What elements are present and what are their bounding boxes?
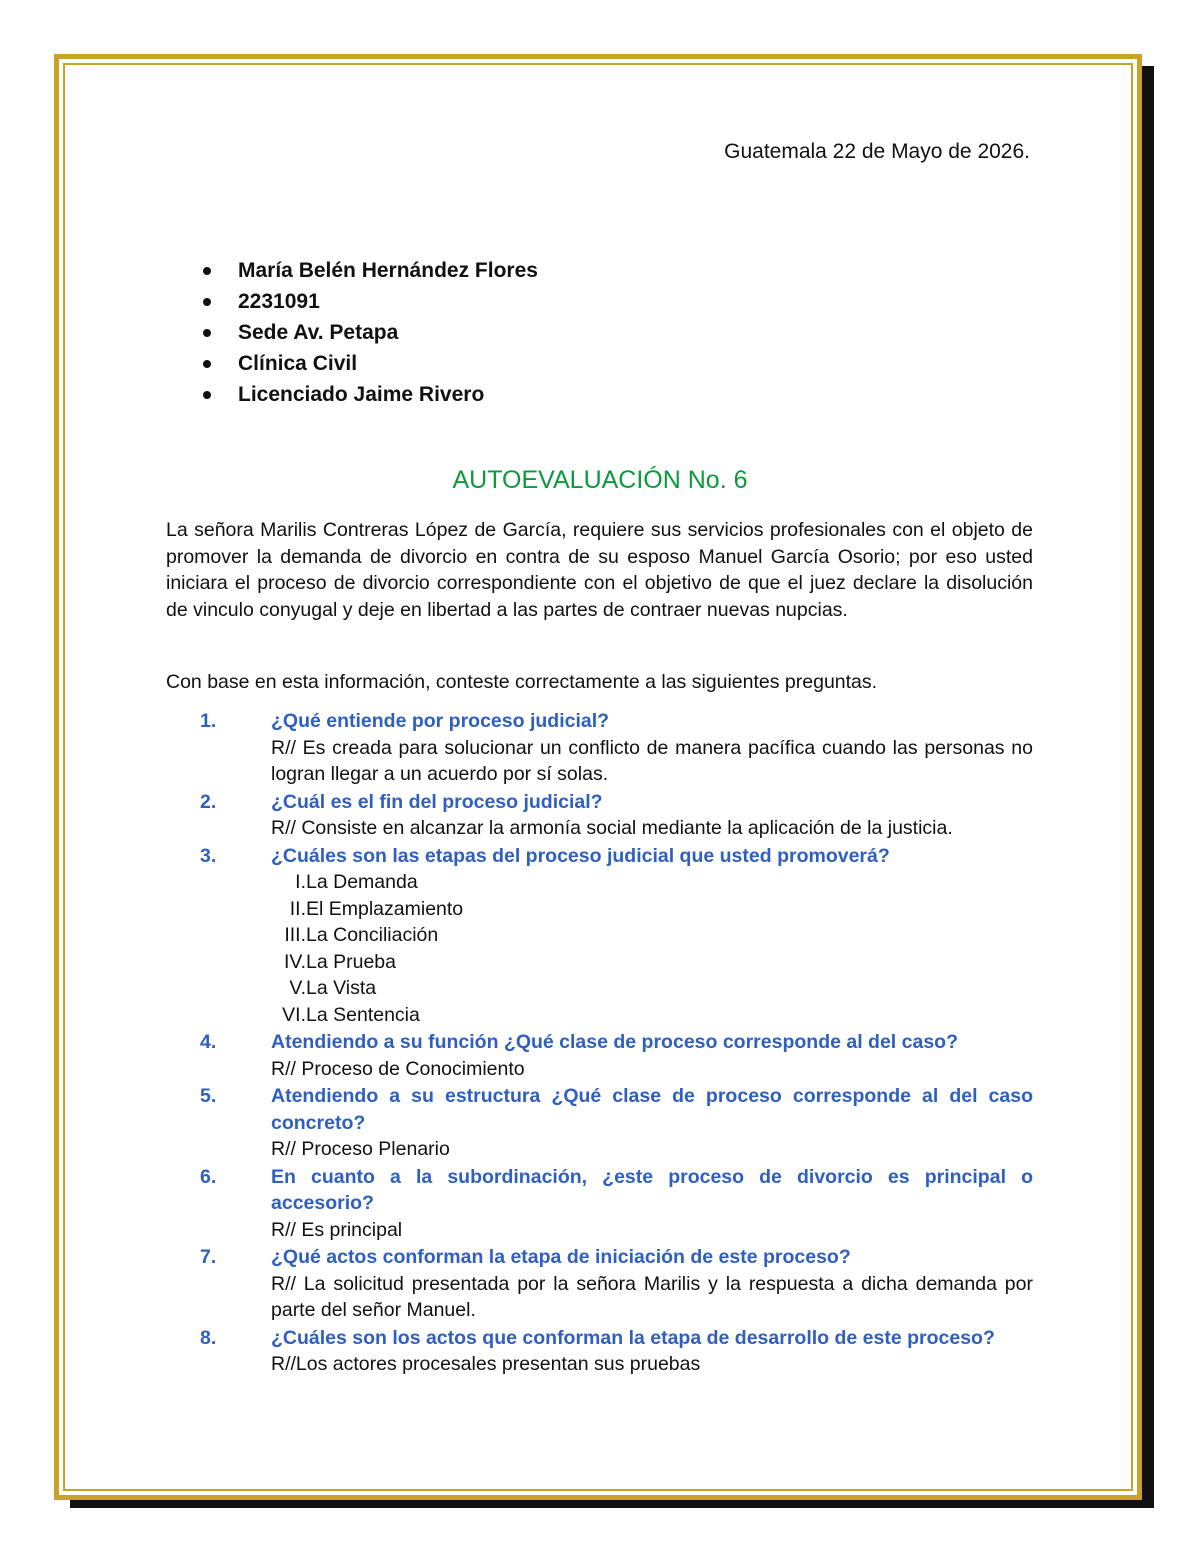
stage-item: [271, 949, 1033, 976]
answer-text: R// Proceso Plenario: [271, 1138, 450, 1160]
question-item: [166, 843, 1033, 1029]
document-title: AUTOEVALUACIÓN No. 6: [452, 466, 748, 494]
question-number: 7.: [200, 1246, 217, 1268]
question-text: Atendiendo a su estructura ¿Qué clase de proceso corresponde al del caso concreto?: [271, 1085, 1033, 1134]
stage-number: II.: [289, 897, 306, 920]
stage-text: La Prueba: [306, 950, 396, 973]
answer-text: R// La solicitud presentada por la señora Marilis y la respuesta a dicha demanda por parte del señor Manuel.: [271, 1272, 1033, 1321]
stage-text: El Emplazamiento: [306, 897, 464, 920]
answer-text: R// Proceso de Conocimiento: [271, 1057, 525, 1080]
question-number: 6.: [200, 1165, 217, 1188]
question-text: Atendiendo a su función ¿Qué clase de proceso corresponde al del caso?: [271, 1031, 958, 1053]
stage-item: [271, 869, 1033, 896]
stage-number: III.: [284, 924, 306, 946]
question-number: 2.: [200, 790, 217, 813]
stage-item: [271, 975, 1033, 1002]
instructions: Con base en esta información, conteste correctamente a las siguientes preguntas.: [166, 671, 878, 693]
question-item: [166, 1029, 1033, 1082]
question-list: [166, 708, 1033, 1379]
instructor: Licenciado Jaime Rivero: [200, 379, 538, 410]
question-item: [166, 1325, 1033, 1378]
answer-text: R// Es creada para solucionar un conflicto de manera pacífica cuando las personas no logran llegar a un acuerdo por sí solas.: [271, 736, 1033, 785]
student-name: María Belén Hernández Flores: [200, 255, 538, 286]
stage-number: VI.: [282, 1003, 306, 1026]
question-item: [166, 708, 1033, 788]
answer-text: R//Los actores procesales presentan sus pruebas: [271, 1353, 701, 1375]
document-date: Guatemala 22 de Mayo de 2026.: [724, 140, 1030, 163]
question-text: En cuanto a la subordinación, ¿este proceso de divorcio es principal o accesorio?: [271, 1165, 1033, 1214]
stage-number: IV.: [283, 950, 306, 973]
question-number: 5.: [200, 1085, 217, 1107]
stage-text: La Sentencia: [306, 1003, 420, 1026]
answer-text: R// Es principal: [271, 1218, 403, 1241]
stage-text: La Conciliación: [306, 924, 439, 946]
answer-text: R// Consiste en alcanzar la armonía social mediante la aplicación de la justicia.: [271, 817, 953, 839]
question-number: 1.: [200, 710, 217, 732]
student-info-list: [200, 255, 538, 410]
case-description: La señora Marilis Contreras López de García, requiere sus servicios profesionales con el objeto de promover la demanda de divorcio en contra de su esposo Manuel García Osorio; por eso usted iniciara el proceso de divorcio correspondiente con el objetivo de que el juez declare la disolución de vinculo conyugal y deje en libertad a las partes de contraer nuevas nupcias.: [166, 519, 1033, 621]
stage-item: [271, 922, 1033, 949]
course: Clínica Civil: [200, 348, 538, 379]
question-item: [166, 789, 1033, 842]
stage-text: La Vista: [306, 977, 377, 999]
question-item: [166, 1164, 1033, 1244]
question-number: 4.: [200, 1031, 217, 1053]
student-id: 2231091: [200, 286, 538, 317]
stage-item: [271, 896, 1033, 923]
question-text: ¿Cuál es el fin del proceso judicial?: [271, 790, 603, 813]
question-number: 8.: [200, 1326, 217, 1349]
stage-list: [271, 869, 1033, 1028]
question-item: [166, 1083, 1033, 1163]
question-text: ¿Cuáles son los actos que conforman la etapa de desarrollo de este proceso?: [271, 1326, 995, 1349]
stage-item: [271, 1002, 1033, 1029]
question-text: ¿Qué actos conforman la etapa de iniciación de este proceso?: [271, 1246, 851, 1268]
question-item: [166, 1244, 1033, 1324]
question-number: 3.: [200, 844, 217, 867]
stage-text: La Demanda: [306, 871, 418, 893]
question-text: ¿Qué entiende por proceso judicial?: [271, 710, 610, 732]
campus: Sede Av. Petapa: [200, 317, 538, 348]
stage-number: I.: [295, 871, 306, 893]
question-text: ¿Cuáles son las etapas del proceso judicial que usted promoverá?: [271, 844, 890, 867]
stage-number: V.: [289, 977, 306, 999]
